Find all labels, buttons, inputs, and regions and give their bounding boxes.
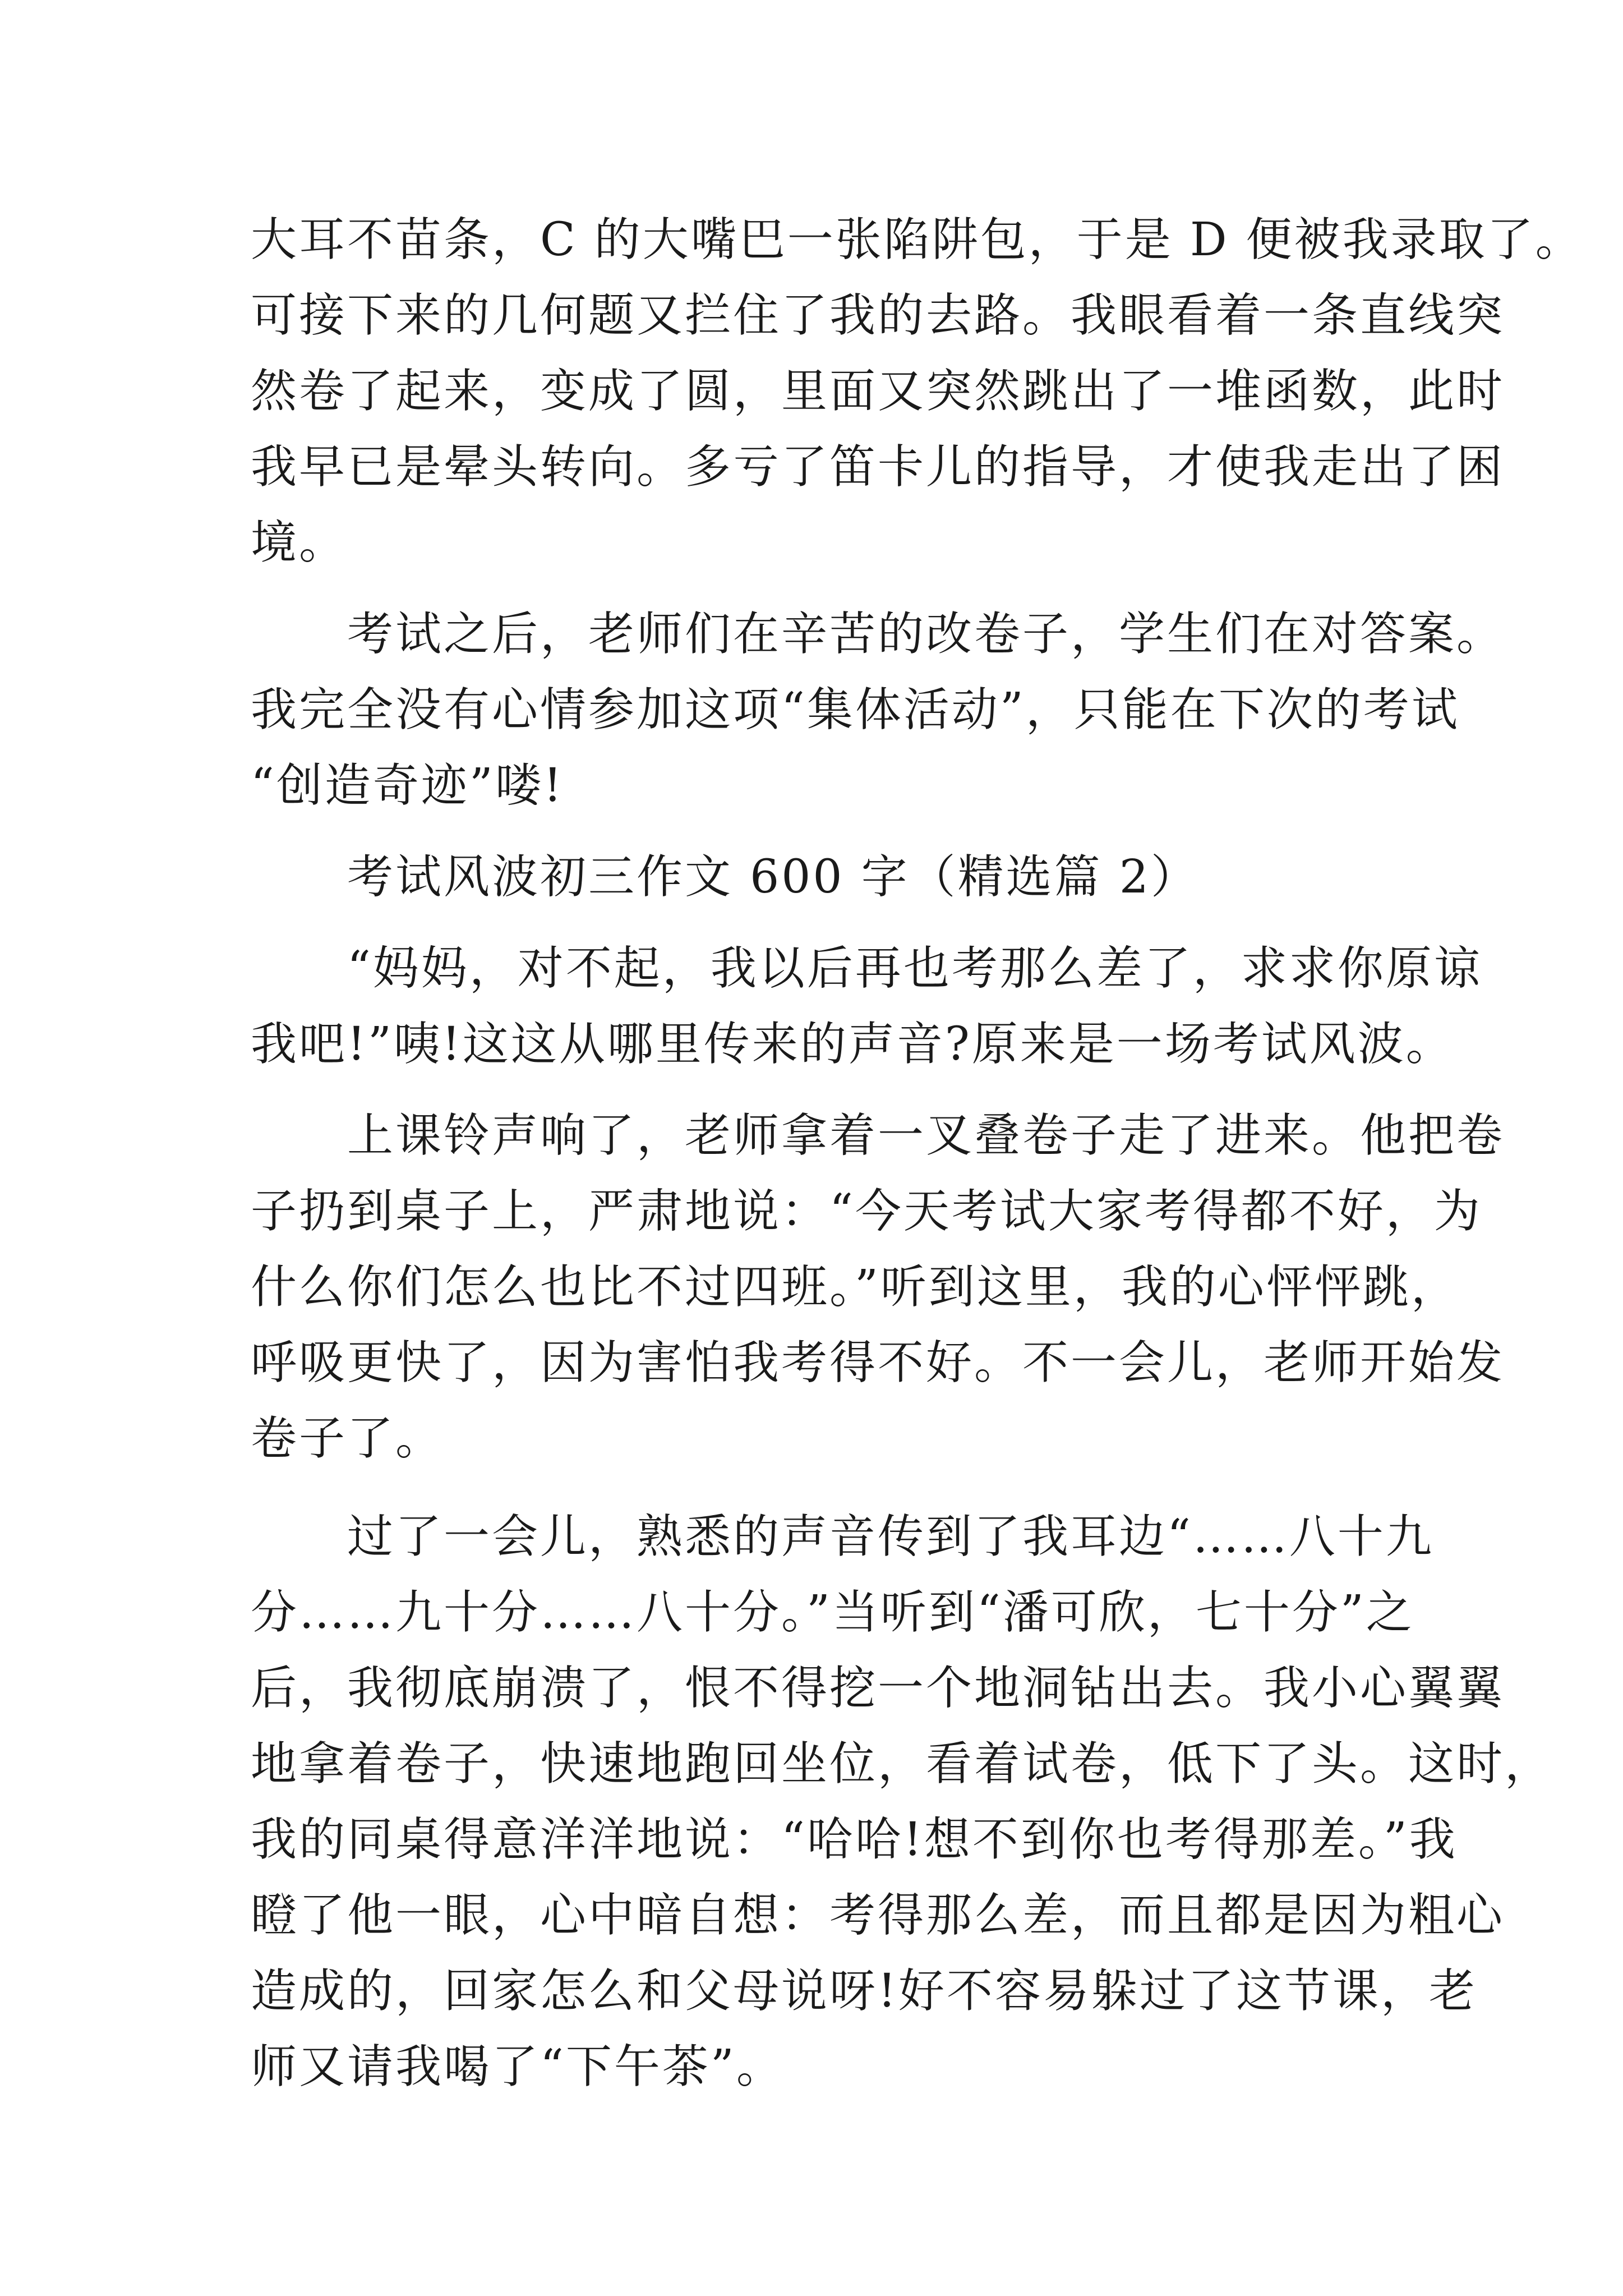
text-line: 考试之后，老师们在辛苦的改卷子，学生们在对答案。 xyxy=(251,608,1505,661)
text-line: 大耳不苗条，C 的大嘴巴一张陷阱包，于是 D 便被我录取了。 xyxy=(251,213,1584,266)
text-line: 过了一会儿，熟悉的声音传到了我耳边“……八十九 xyxy=(251,1510,1434,1563)
text-line: 我早已是晕头转向。多亏了笛卡儿的指导，才使我走出了困 xyxy=(251,440,1505,494)
text-line: 我的同桌得意洋洋地说：“哈哈!想不到你也考得那差。”我 xyxy=(251,1813,1458,1866)
text-line: 后，我彻底崩溃了，恨不得挖一个地洞钻出去。我小心翼翼 xyxy=(251,1662,1505,1715)
essay-body xyxy=(251,202,1584,2105)
text-line: 造成的，回家怎么和父母说呀!好不容易躲过了这节课，老 xyxy=(251,1964,1477,2018)
text-line: 地拿着卷子，快速地跑回坐位，看着试卷，低下了头。这时， xyxy=(251,1737,1553,1791)
text-line: 什么你们怎么也比不过四班。”听到这里，我的心怦怦跳， xyxy=(251,1260,1459,1314)
text-line: 师又请我喝了“下午茶”。 xyxy=(251,2040,785,2093)
text-line: 子扔到桌子上，严肃地说：“今天考试大家考得都不好，为 xyxy=(251,1185,1482,1238)
text-line: 瞪了他一眼，心中暗自想：考得那么差，而且都是因为粗心 xyxy=(251,1889,1505,1942)
text-line: “妈妈，对不起，我以后再也考那么差了，求求你原谅 xyxy=(251,942,1482,995)
text-line: 呼吸更快了，因为害怕我考得不好。不一会儿，老师开始发 xyxy=(251,1336,1505,1389)
text-line: 可接下来的几何题又拦住了我的去路。我眼看着一条直线突 xyxy=(251,289,1505,342)
text-line: 卷子了。 xyxy=(251,1412,444,1465)
text-line: 分……九十分……八十分。”当听到“潘可欣，七十分”之 xyxy=(251,1586,1414,1639)
text-line: 我完全没有心情参加这项“集体活动”，只能在下次的考试 xyxy=(251,683,1460,737)
text-line: 境。 xyxy=(251,516,348,569)
text-line: 我吧!”咦!这这从哪里传来的声音?原来是一场考试风波。 xyxy=(251,1018,1454,1071)
text-line: 然卷了起来，变成了圆，里面又突然跳出了一堆函数，此时 xyxy=(251,365,1505,418)
text-line: “创造奇迹”喽! xyxy=(251,759,564,812)
text-line: 上课铃声响了，老师拿着一叉叠卷子走了进来。他把卷 xyxy=(251,1109,1505,1162)
section-heading: 考试风波初三作文 600 字（精选篇 2） xyxy=(251,850,1199,904)
